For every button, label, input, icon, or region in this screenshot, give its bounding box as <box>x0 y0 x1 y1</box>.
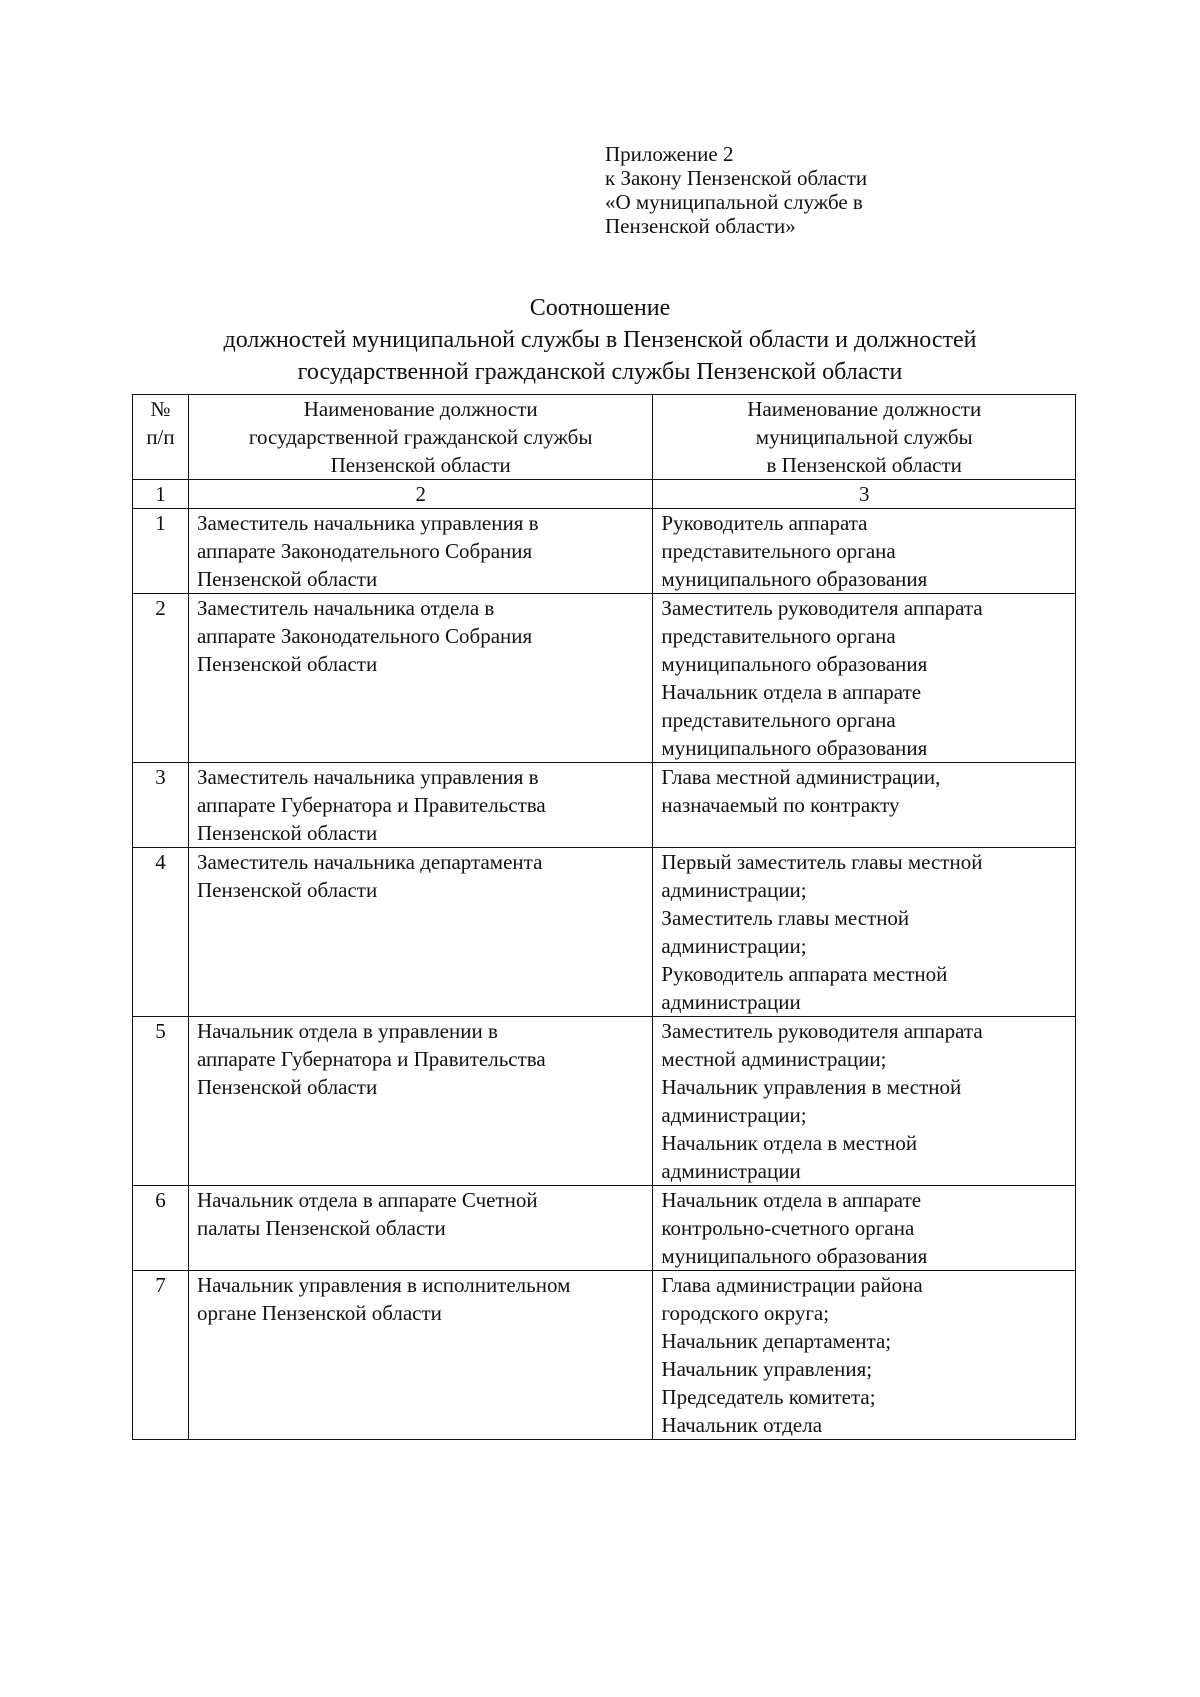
table-row <box>133 1017 1076 1186</box>
cell-line: Начальник управления в местной <box>661 1075 962 1099</box>
state-position-cell <box>188 1017 652 1186</box>
cell-line: местной администрации; <box>661 1047 887 1071</box>
cell-line: органе Пензенской области <box>196 1301 442 1325</box>
municipal-position-cell <box>653 1271 1076 1440</box>
state-position-cell <box>188 1271 652 1440</box>
cell-line: Начальник отдела в управлении в <box>196 1019 498 1043</box>
header-municipal-line: в Пензенской области <box>766 453 962 477</box>
table-row <box>133 1186 1076 1271</box>
municipal-position-cell <box>653 763 1076 848</box>
cell-line: Заместитель руководителя аппарата <box>661 596 983 620</box>
row-number: 7 <box>133 1271 189 1440</box>
cell-line: аппарате Законодательного Собрания <box>196 539 533 563</box>
cell-line: Глава местной администрации, <box>661 765 941 789</box>
cell-line: Начальник отдела <box>661 1413 823 1437</box>
header-state-line: Пензенской области <box>330 453 511 477</box>
state-position-cell <box>188 509 652 594</box>
cell-line: аппарате Губернатора и Правительства <box>196 1047 546 1071</box>
row-number: 3 <box>133 763 189 848</box>
state-position-cell <box>188 1186 652 1271</box>
header-state-line: государственной гражданской службы <box>248 425 593 449</box>
cell-line: аппарате Законодательного Собрания <box>196 624 533 648</box>
row-number: 6 <box>133 1186 189 1271</box>
table-row <box>133 763 1076 848</box>
cell-line: Начальник отдела в аппарате <box>661 1188 922 1212</box>
cell-line: Начальник департамента; <box>661 1329 892 1353</box>
cell-line: Первый заместитель главы местной <box>661 850 983 874</box>
cell-line: Пензенской области <box>196 567 378 591</box>
column-number: 3 <box>653 480 1076 509</box>
header-num-line: п/п <box>146 425 175 449</box>
column-numbers-row <box>133 480 1076 509</box>
cell-line: представительного органа <box>661 708 896 732</box>
row-number: 2 <box>133 594 189 763</box>
table-row <box>133 509 1076 594</box>
cell-line: городского округа; <box>661 1301 830 1325</box>
header-municipal-line: муниципальной службы <box>755 425 973 449</box>
title-line-3: государственной гражданской службы Пензенской области <box>297 359 903 385</box>
cell-line: Начальник управления; <box>661 1357 873 1381</box>
header-state-position <box>188 395 652 480</box>
title-line-1: Соотношение <box>529 295 671 321</box>
row-number: 4 <box>133 848 189 1017</box>
state-position-cell <box>188 763 652 848</box>
header-municipal-position <box>653 395 1076 480</box>
cell-line: Заместитель главы местной <box>661 906 910 930</box>
header-state-line: Наименование должности <box>303 397 538 421</box>
cell-line: Начальник отдела в аппарате <box>661 680 922 704</box>
row-number: 5 <box>133 1017 189 1186</box>
state-position-cell <box>188 594 652 763</box>
positions-correspondence-table <box>132 394 1076 1440</box>
cell-line: Пензенской области <box>196 878 378 902</box>
header-num <box>133 395 189 480</box>
cell-line: муниципального образования <box>661 1244 928 1268</box>
cell-line: представительного органа <box>661 624 896 648</box>
document-title <box>0 292 1200 388</box>
cell-line: Пензенской области <box>196 821 378 845</box>
appendix-law-ref-line-2: «О муниципальной службе в <box>605 190 863 214</box>
cell-line: муниципального образования <box>661 652 928 676</box>
title-line-2: должностей муниципальной службы в Пензенской области и должностей <box>223 327 977 353</box>
municipal-position-cell <box>653 594 1076 763</box>
cell-line: Заместитель начальника отдела в <box>196 596 495 620</box>
appendix-law-ref-line-3: Пензенской области» <box>605 214 796 238</box>
cell-line: администрации <box>661 990 801 1014</box>
table-row <box>133 848 1076 1017</box>
table-body <box>133 480 1076 1440</box>
cell-line: Руководитель аппарата <box>661 511 868 535</box>
cell-line: Пензенской области <box>196 1075 378 1099</box>
cell-line: Глава администрации района <box>661 1273 923 1297</box>
column-number: 2 <box>188 480 652 509</box>
appendix-law-ref-line-1: к Закону Пензенской области <box>605 166 868 190</box>
appendix-number: Приложение 2 <box>605 142 734 166</box>
appendix-block <box>605 142 867 238</box>
cell-line: Заместитель начальника департамента <box>196 850 543 874</box>
column-number: 1 <box>133 480 189 509</box>
cell-line: муниципального образования <box>661 567 928 591</box>
municipal-position-cell <box>653 1017 1076 1186</box>
table-header <box>133 395 1076 480</box>
cell-line: администрации; <box>661 934 807 958</box>
cell-line: Заместитель начальника управления в <box>196 511 539 535</box>
table-row <box>133 1271 1076 1440</box>
cell-line: Председатель комитета; <box>661 1385 876 1409</box>
cell-line: аппарате Губернатора и Правительства <box>196 793 546 817</box>
cell-line: администрации; <box>661 1103 807 1127</box>
cell-line: Заместитель руководителя аппарата <box>661 1019 983 1043</box>
cell-line: администрации; <box>661 878 807 902</box>
state-position-cell <box>188 848 652 1017</box>
cell-line: назначаемый по контракту <box>661 793 900 817</box>
header-municipal-line: Наименование должности <box>747 397 982 421</box>
cell-line: Руководитель аппарата местной <box>661 962 948 986</box>
cell-line: контрольно-счетного органа <box>661 1216 915 1240</box>
cell-line: Заместитель начальника управления в <box>196 765 539 789</box>
cell-line: палаты Пензенской области <box>196 1216 446 1240</box>
cell-line: Пензенской области <box>196 652 378 676</box>
table-row <box>133 594 1076 763</box>
cell-line: Начальник отдела в местной <box>661 1131 918 1155</box>
row-number: 1 <box>133 509 189 594</box>
cell-line: Начальник управления в исполнительном <box>196 1273 571 1297</box>
cell-line: представительного органа <box>661 539 896 563</box>
municipal-position-cell <box>653 1186 1076 1271</box>
header-row <box>133 395 1076 480</box>
cell-line: муниципального образования <box>661 736 928 760</box>
header-num-line: № <box>150 397 171 421</box>
municipal-position-cell <box>653 848 1076 1017</box>
municipal-position-cell <box>653 509 1076 594</box>
cell-line: администрации <box>661 1159 801 1183</box>
cell-line: Начальник отдела в аппарате Счетной <box>196 1188 538 1212</box>
